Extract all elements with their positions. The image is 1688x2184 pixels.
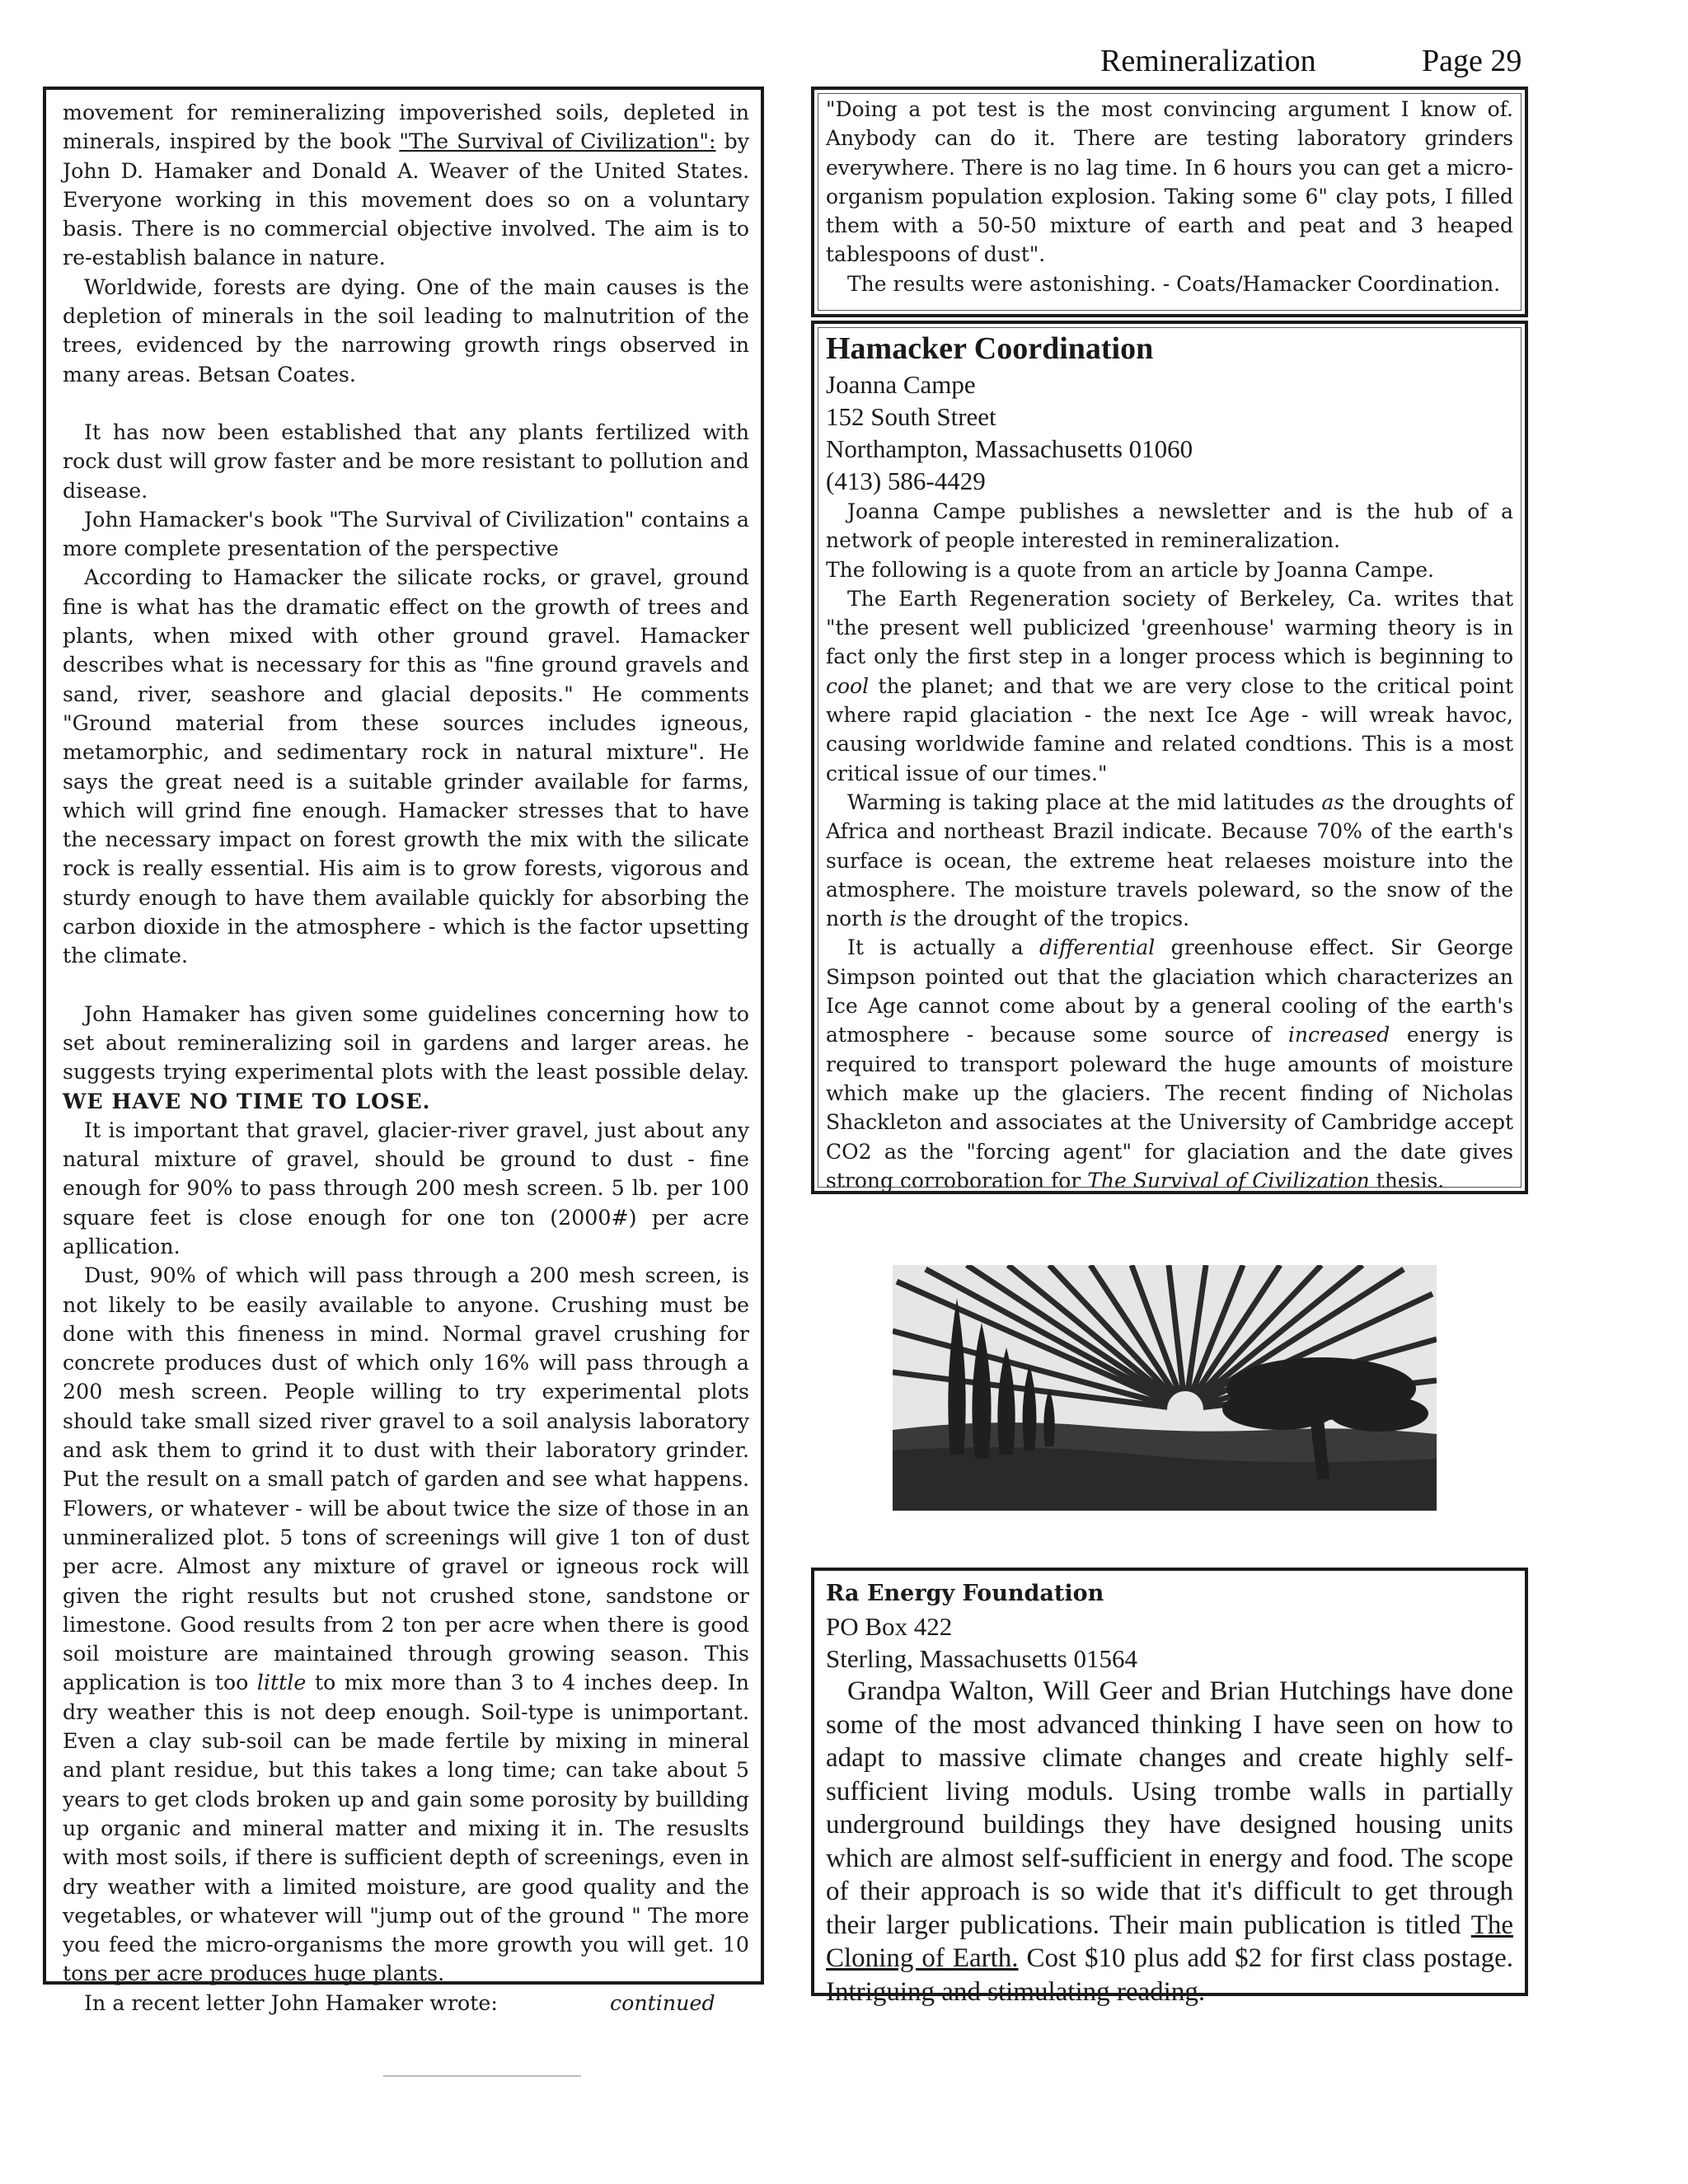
hamacker-paragraph-2: The following is a quote from an article by Joanna Campe. xyxy=(826,557,1434,582)
emphasis-no-time: WE HAVE NO TIME TO LOSE. xyxy=(63,1088,431,1113)
paragraph-2: Worldwide, forests are dying. One of the main causes is the depletion of minerals in the soil leading to malnutrition of the trees, evidenced by the narrowing growth rings observed in many areas. Betsan Coates. xyxy=(63,274,749,387)
ra-paragraph: Grandpa Walton, Will Geer and Brian Hutchings have done some of the most advanced thinking I have seen on how to adapt to massive climate changes and create highly self-sufficient living moduls. Using trombe walls in partially underground buildings they have designed housing units which are almost self-sufficient in energy and food. The scope of their approach is so wide that it's difficult to get through their larger publications. Their main publication is titled The Cloning of Earth. Cost $10 plus add $2 for first class postage. Intriguing and stimulating reading. xyxy=(826,1676,1513,2007)
paragraph-8: Dust, 90% of which will pass through a 200 mesh screen, is not likely to be easily available to anyone. Crushing must be done with this fineness in mind. Normal gravel crushing for concrete produces dust of which only 16% will pass through a 200 mesh screen. People willing to try experimental plots should take small sized river gravel to a soil analysis laboratory and ask them to grind it to dust with their laboratory grinder. Put the result on a small patch of garden and see what happens. Flowers, or whatever - will be about twice the size of those in an unmineralized plot. 5 tons of screenings will give 1 ton of dust per acre. Almost any mixture of gravel or igneous rock will given the right results but not crushed stone, sandstone or limestone. Good results from 2 ton per acre when there is good soil moisture are maintained through growing season. This application is too little to mix more than 3 to 4 inches deep. In dry weather this is not deep enough. Soil-type is unimportant. Even a clay sub-soil can be made fertile by mixing in mineral and plant residue, but this takes a long time; can take about 5 years to get clods broken up and gain some porosity by buillding up organic and mineral matter and mixing it in. The resuslts with most soils, if there is sufficient depth of screenings, even in dry weather with a limited moisture, are good quality and the vegetables, or whatever will "jump out of the ground " The more you feed the micro-organisms the more growth you will get. 10 tons per acre produces huge plants. xyxy=(63,1263,749,1986)
contact-city: Northampton, Massachusetts 01060 xyxy=(826,434,1193,463)
main-article-text xyxy=(63,98,749,2018)
quote-paragraph-2: The results were astonishing. - Coats/Hamacker Coordination. xyxy=(847,271,1501,296)
ra-energy-foundation-box xyxy=(811,1568,1528,2007)
contact-phone: (413) 586-4429 xyxy=(826,466,986,495)
contact-street: 152 South Street xyxy=(826,402,996,431)
running-header-title: Remineralization xyxy=(1100,44,1316,78)
hamacker-paragraph-5: It is actually a differential greenhouse effect. Sir George Simpson pointed out that the glaciation which characterizes an Ice Age cannot come about by a general cooling of the earth's atmosphere - because some source of increased energy is required to transport poleward the huge amounts of moisture which make up the glaciers. The recent finding of Nicholas Shackleton and associates at the University of Cambridge accept CO2 as the "forcing agent" for glaciation and the date gives strong corroboration for The Survival of Civilization thesis. xyxy=(826,935,1514,1193)
ra-city: Sterling, Massachusetts 01564 xyxy=(826,1644,1137,1673)
footer-rule xyxy=(383,2075,581,2077)
paragraph-5: According to Hamacker the silicate rocks, or gravel, ground fine is what has the dramatic effect on the growth of trees and plants, when mixed with other ground gravel. Hamacker describes what is necessary for this as "fine ground gravels and sand, river, seashore and glacial deposits." He comments "Ground material from these sources includes igneous, metamorphic, and sedimentary rock in natural mixture". He says the great need is a suitable grinder available for farms, which will grind fine enough. Hamacker stresses that to have the necessary impact on forest growth the mix with the silicate rock is really essential. His aim is to grow forests, vigorous and sturdy enough to have them available quickly for absorbing the carbon dioxide in the atmosphere - which is the factor upsetting the climate. xyxy=(63,565,749,968)
hamacker-paragraph-1: Joanna Campe publishes a newsletter and is the hub of a network of people interested in remineralization. xyxy=(826,499,1513,553)
continued-label: continued xyxy=(609,1990,715,2015)
hamacker-paragraph-4: Warming is taking place at the mid latitudes as the droughts of Africa and northeast Brazil indicate. Because 70% of the earth's surface is ocean, the extreme heat relaeses moisture into the atmosphere. The moisture travels poleward, so the snow of the north is the drought of the tropics. xyxy=(826,790,1513,931)
ra-heading: Ra Energy Foundation xyxy=(826,1581,1104,1606)
ra-pobox: PO Box 422 xyxy=(826,1612,953,1641)
main-article-box xyxy=(43,87,764,2015)
paragraph-7: It is important that gravel, glacier-river gravel, just about any natural mixture of gravel, should be ground to dust - fine enough for 90% to pass through 200 mesh screen. 5 lb. per 100 square feet is close enough for one ton (2000#) per acre apllication. xyxy=(63,1118,749,1258)
paragraph-6: John Hamaker has given some guidelines concerning how to set about remineralizing soil in gardens and larger areas. he suggests trying experimental plots with the least possible delay. WE HAVE NO TIME TO LOSE. xyxy=(63,1001,749,1113)
contact-name: Joanna Campe xyxy=(826,370,976,399)
paragraph-9: In a recent letter John Hamaker wrote: continued xyxy=(63,1989,749,2018)
hamacker-coordination-box xyxy=(811,321,1528,1194)
paragraph-3: It has now been established that any plants fertilized with rock dust will grow faster and be more resistant to pollution and disease. xyxy=(63,419,749,503)
hamacker-heading: Hamacker Coordination xyxy=(826,331,1154,366)
paragraph-4: John Hamacker's book "The Survival of Civilization" contains a more complete presentation of the perspective xyxy=(63,507,749,561)
sunrise-trees-engraving xyxy=(893,1265,1437,1511)
publication-title-link: The Cloning of Earth. xyxy=(826,1910,1513,1973)
book-title-link: "The Survival of Civilization": xyxy=(399,129,716,154)
pot-test-quote-box xyxy=(811,87,1528,317)
quote-paragraph-1: "Doing a pot test is the most convincing argument I know of. Anybody can do it. There are testing laboratory grinders everywhere. There is no lag time. In 6 hours you can get a micro-organism population explosion. Taking some 6" clay pots, I filled them with a 50-50 mixture of earth and peat and 3 heaped tablespoons of dust". xyxy=(826,97,1513,267)
paragraph-1: movement for remineralizing impoverished soils, depleted in minerals, inspired by the book "The Survival of Civilization": by John D. Hamaker and Donald A. Weaver of the United States. Everyone working in this movement does so on a voluntary basis. There is no commercial objective involved. The aim is to re-establish balance in nature. xyxy=(63,101,750,270)
page-number: Page 29 xyxy=(1422,44,1522,78)
hamacker-paragraph-3: The Earth Regeneration society of Berkeley, Ca. writes that "the present well publicized 'greenhouse' warming theory is in fact only the first step in a longer process which is beginning to cool the planet; and that we are very close to the critical point where rapid glaciation - the next Ice Age - will wreak havoc, causing worldwide famine and related condtions. This is a most critical issue of our times." xyxy=(826,586,1513,785)
